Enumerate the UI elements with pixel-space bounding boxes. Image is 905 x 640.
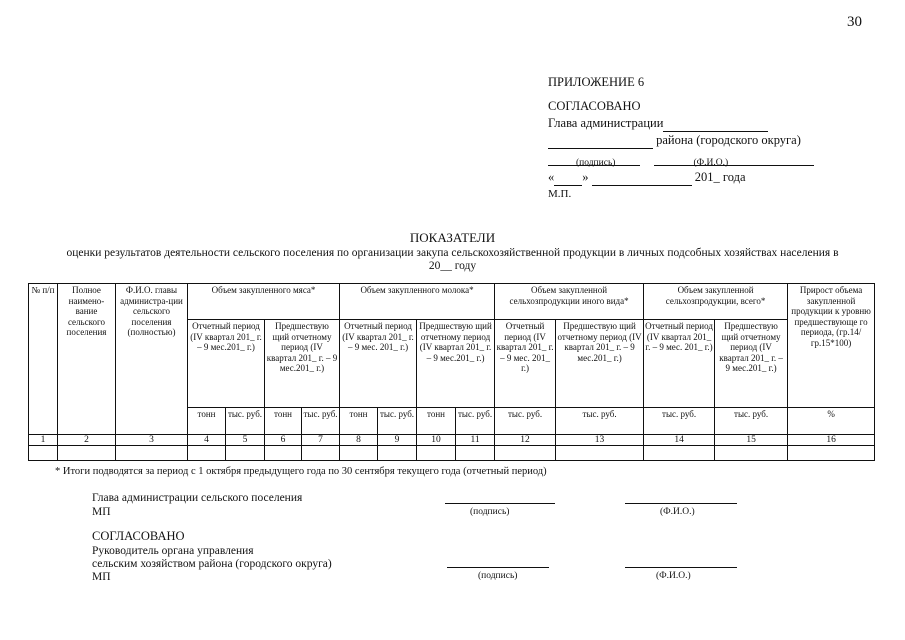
seal-label: М.П. xyxy=(548,188,572,200)
header-other-group: Объем закупленной сельхозпродукции иного вида* xyxy=(495,284,644,320)
header-milk-group: Объем закупленного молока* xyxy=(340,284,495,320)
indicators-table xyxy=(28,283,875,461)
agri-head-title-2: сельским хозяйством района (городского округа) xyxy=(92,558,332,570)
header-meat-previous: Предшествую щий отчетному период (IV квартал 201_ г. – 9 мес.201_ г.) xyxy=(265,320,340,408)
empty-cell xyxy=(456,446,495,461)
unit-rub: тыс. руб. xyxy=(715,408,788,435)
empty-cell xyxy=(556,446,644,461)
unit-rub: тыс. руб. xyxy=(456,408,495,435)
fio-caption-2: (Ф.И.О.) xyxy=(656,571,691,581)
column-number: 8 xyxy=(340,435,378,446)
column-number: 13 xyxy=(556,435,644,446)
head-admin-line: Глава администрации xyxy=(548,115,814,132)
header-milk-reporting: Отчетный период (IV квартал 201_ г. – 9 мес. 201_ г.) xyxy=(340,320,417,408)
unit-tons: тонн xyxy=(188,408,226,435)
header-total-previous: Предшествую щий отчетному период (IV квартал 201_ г. – 9 мес.201_ г.) xyxy=(715,320,788,408)
approved-label: СОГЛАСОВАНО xyxy=(548,99,641,113)
header-meat-group: Объем закупленного мяса* xyxy=(188,284,340,320)
column-number: 4 xyxy=(188,435,226,446)
unit-rub: тыс. руб. xyxy=(495,408,556,435)
unit-rub: тыс. руб. xyxy=(302,408,340,435)
column-number: 5 xyxy=(226,435,265,446)
header-other-previous: Предшествую щий отчетному период (IV квартал 201_ г. – 9 мес.201_ г.) xyxy=(556,320,644,408)
unit-tons: тонн xyxy=(265,408,302,435)
header-num: № п/п xyxy=(29,284,58,435)
empty-cell xyxy=(417,446,456,461)
header-growth: Прирост объема закупленной продукции к уровню предшествующе го периода, (гр.14/гр.15*100) xyxy=(788,284,875,408)
fio-line xyxy=(625,503,737,504)
fio-line-2 xyxy=(625,567,737,568)
approved-label-2: СОГЛАСОВАНО xyxy=(92,529,185,543)
header-other-reporting: Отчетный период (IV квартал 201_ г. – 9 мес. 201_ г.) xyxy=(495,320,556,408)
settlement-seal: МП xyxy=(92,506,111,518)
empty-cell xyxy=(58,446,116,461)
column-number: 3 xyxy=(116,435,188,446)
district-line: района (городского округа) xyxy=(548,132,814,149)
agri-head-title: Руководитель органа управления xyxy=(92,545,254,557)
column-number: 14 xyxy=(644,435,715,446)
header-milk-previous: Предшествую щий отчетному период (IV квартал 201_ г. – 9 мес.201_ г.) xyxy=(417,320,495,408)
empty-cell xyxy=(302,446,340,461)
signature-line-2 xyxy=(447,567,549,568)
unit-tons: тонн xyxy=(417,408,456,435)
document-subtitle: оценки результатов деятельности сельского поселения по организации закупа сельскохозяйственной продукции в личных подсобных хозяйствах населения в 20__ году xyxy=(66,247,839,272)
unit-percent: % xyxy=(788,408,875,435)
empty-cell xyxy=(788,446,875,461)
signature-caption-2: (подпись) xyxy=(478,571,518,581)
signature-line xyxy=(445,503,555,504)
unit-tons: тонн xyxy=(340,408,378,435)
settlement-head-title: Глава администрации сельского поселения xyxy=(92,492,303,504)
empty-cell xyxy=(188,446,226,461)
header-meat-reporting: Отчетный период (IV квартал 201_ г. – 9 мес.201_ г.) xyxy=(188,320,265,408)
column-number: 15 xyxy=(715,435,788,446)
signature-caption: (подпись) xyxy=(470,507,510,517)
unit-rub: тыс. руб. xyxy=(378,408,417,435)
empty-cell xyxy=(265,446,302,461)
column-number: 6 xyxy=(265,435,302,446)
empty-cell xyxy=(378,446,417,461)
document-title: ПОКАЗАТЕЛИ xyxy=(409,230,496,245)
agri-seal: МП xyxy=(92,571,111,583)
header-total-group: Объем закупленной сельхозпродукции, всего* xyxy=(644,284,788,320)
signature-captions: (подпись) (Ф.И.О.) xyxy=(576,158,729,168)
fio-caption: (Ф.И.О.) xyxy=(660,507,695,517)
unit-rub: тыс. руб. xyxy=(644,408,715,435)
unit-rub: тыс. руб. xyxy=(226,408,265,435)
column-number: 7 xyxy=(302,435,340,446)
empty-cell xyxy=(644,446,715,461)
signature-lines xyxy=(548,149,814,157)
column-number: 11 xyxy=(456,435,495,446)
column-numbers-row xyxy=(29,435,875,446)
unit-rub: тыс. руб. xyxy=(556,408,644,435)
empty-cell xyxy=(226,446,265,461)
empty-cell xyxy=(495,446,556,461)
header-head-fio: Ф.И.О. главы администра-ции сельского поселения (полностью) xyxy=(116,284,188,435)
column-number: 12 xyxy=(495,435,556,446)
empty-cell xyxy=(715,446,788,461)
column-number: 16 xyxy=(788,435,875,446)
column-number: 1 xyxy=(29,435,58,446)
footnote: * Итоги подводятся за период с 1 октября предыдущего года по 30 сентября текущего года (отчетный период) xyxy=(55,466,547,477)
page-number: 30 xyxy=(847,14,862,30)
column-number: 9 xyxy=(378,435,417,446)
empty-cell xyxy=(29,446,58,461)
approval-block xyxy=(548,74,814,203)
empty-cell xyxy=(340,446,378,461)
column-number: 10 xyxy=(417,435,456,446)
date-line: « » 201_ года xyxy=(548,170,746,184)
empty-cell xyxy=(116,446,188,461)
empty-data-row xyxy=(29,446,875,461)
header-settlement-name: Полное наимено-вание сельского поселения xyxy=(58,284,116,435)
appendix-title: ПРИЛОЖЕНИЕ 6 xyxy=(548,75,645,89)
header-total-reporting: Отчетный период (IV квартал 201_ г. – 9 мес. 201_ г.) xyxy=(644,320,715,408)
column-number: 2 xyxy=(58,435,116,446)
